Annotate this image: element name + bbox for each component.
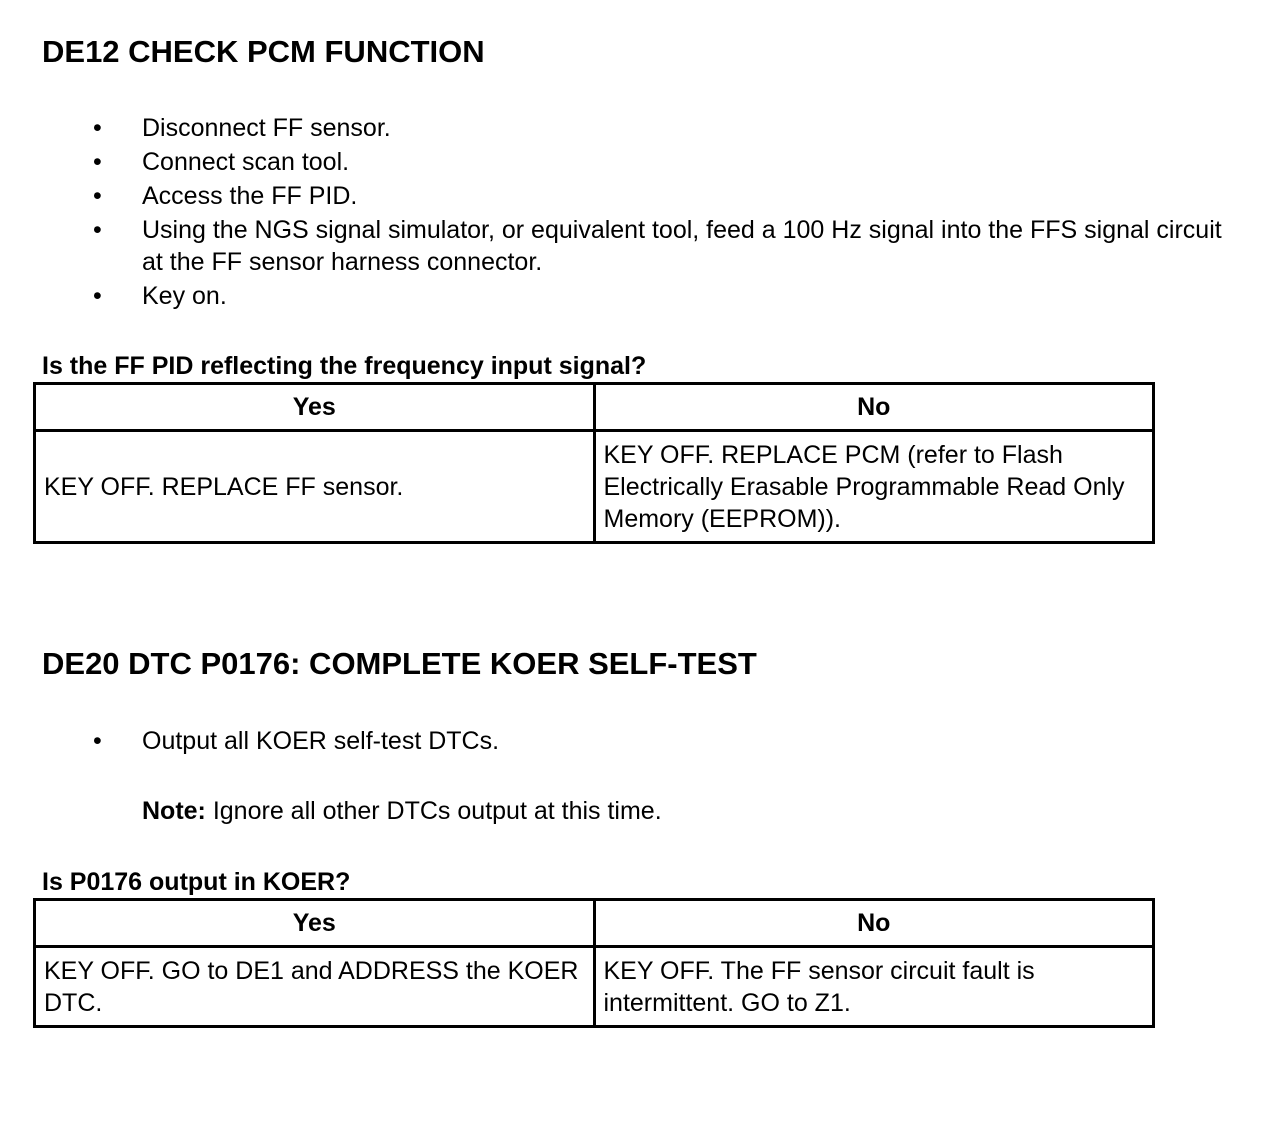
no-cell: KEY OFF. The FF sensor circuit fault is intermittent. GO to Z1. [594, 947, 1154, 1027]
question-de20: Is P0176 output in KOER? [42, 868, 351, 896]
yes-cell: KEY OFF. REPLACE FF sensor. [35, 431, 595, 543]
note [142, 797, 662, 826]
list-item: • Connect scan tool. [93, 148, 350, 176]
table-header-row [35, 900, 1154, 947]
section-title-de12: DE12 CHECK PCM FUNCTION [42, 34, 485, 69]
bullet-icon: • [93, 216, 102, 244]
no-header: No [594, 900, 1154, 947]
table-row [35, 947, 1154, 1027]
list-item: • Disconnect FF sensor. [93, 114, 391, 142]
no-cell: KEY OFF. REPLACE PCM (refer to Flash Electrically Erasable Programmable Read Only Memory (EEPROM)). [594, 431, 1154, 543]
bullet-icon: • [93, 114, 102, 142]
no-header: No [594, 384, 1154, 431]
answer-table-de20 [33, 898, 1155, 1028]
yes-header: Yes [35, 900, 595, 947]
list-item: • Access the FF PID. [93, 182, 358, 210]
table-row [35, 431, 1154, 543]
answer-table-de12 [33, 382, 1155, 544]
bullet-icon: • [93, 282, 102, 310]
bullet-icon: • [93, 727, 102, 755]
note-label: Note: [142, 797, 206, 825]
yes-header: Yes [35, 384, 595, 431]
bullet-icon: • [93, 182, 102, 210]
bullet-icon: • [93, 148, 102, 176]
list-item: • Key on. [93, 282, 227, 310]
list-item: • Using the NGS signal simulator, or equivalent tool, feed a 100 Hz signal into the FFS signal circuit at the FF sensor harness connector. [93, 216, 1222, 276]
list-item: • Output all KOER self-test DTCs. [93, 727, 500, 755]
step-list-de20 [0, 725, 1264, 759]
question-de12: Is the FF PID reflecting the frequency input signal? [42, 352, 647, 380]
note-text: Ignore all other DTCs output at this time. [205, 797, 662, 825]
section-title-de20: DE20 DTC P0176: COMPLETE KOER SELF-TEST [42, 646, 757, 681]
table-header-row [35, 384, 1154, 431]
step-list-de12 [0, 112, 1264, 314]
yes-cell: KEY OFF. GO to DE1 and ADDRESS the KOER DTC. [35, 947, 595, 1027]
